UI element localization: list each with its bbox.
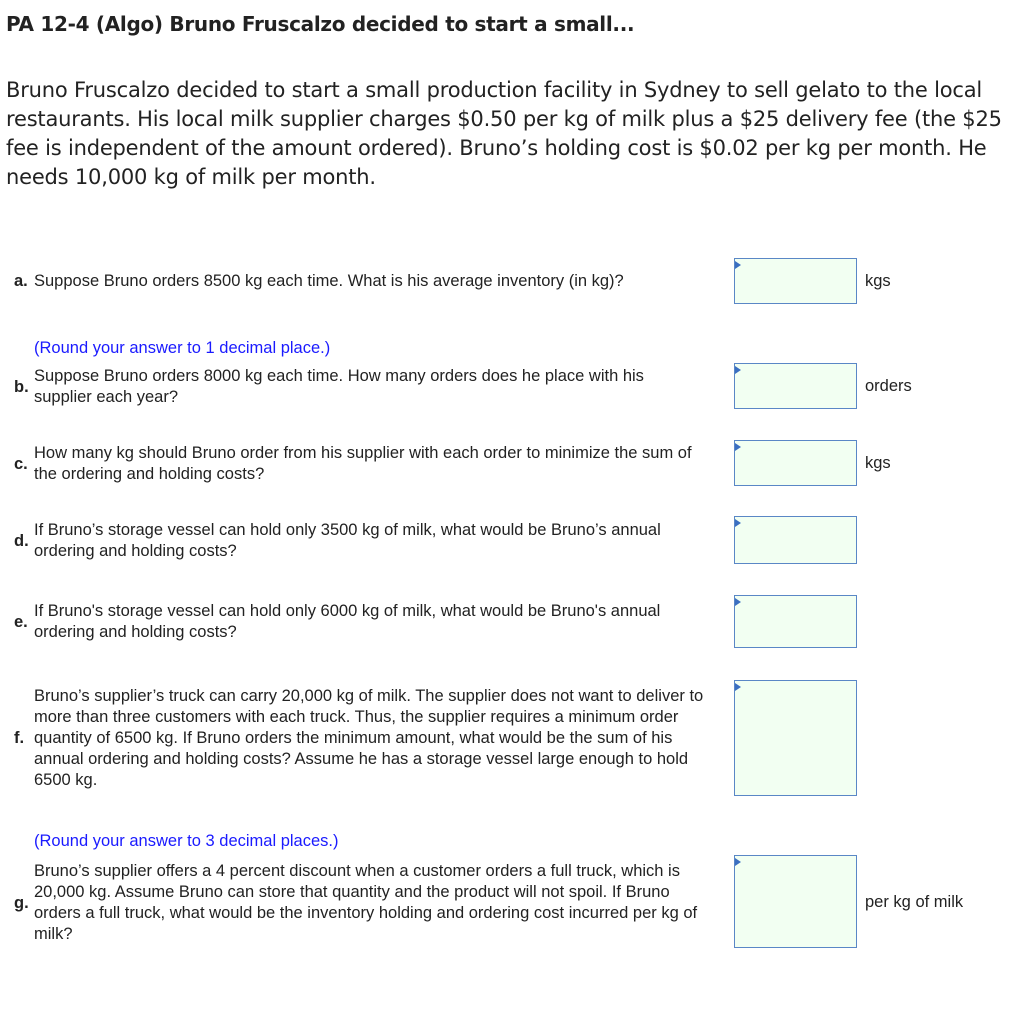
- question-label: e.: [14, 612, 28, 631]
- answer-input-d[interactable]: [734, 516, 857, 564]
- question-text: How many kg should Bruno order from his supplier with each order to minimize the sum of the ordering and holding costs?: [34, 444, 692, 483]
- question-text: Bruno’s supplier offers a 4 percent discount when a customer orders a full truck, which is 20,000 kg. Assume Bruno can store that quantity and the product will not spoil. If Bruno orders a full truck, what would be the inventory holding and ordering cost incurred per kg of milk?: [34, 862, 698, 943]
- question-a: [14, 271, 704, 292]
- question-label: a.: [14, 272, 28, 290]
- question-text: Bruno’s supplier’s truck can carry 20,000 kg of milk. The supplier does not want to deliver to more than three customers with each truck. Thus, the supplier requires a minimum order quantity of 6500 kg. If Bruno orders the minimum amount, what would be the sum of his annual ordering and holding costs? Assume he has a storage vessel large enough to hold 6500 kg.: [34, 687, 704, 789]
- question-label: f.: [14, 729, 25, 747]
- rounding-hint: (Round your answer to 3 decimal places.): [34, 832, 339, 850]
- question-g: [14, 861, 704, 945]
- answer-input-c[interactable]: [734, 440, 857, 486]
- answer-input-f[interactable]: [734, 680, 857, 796]
- question-c: [14, 443, 704, 485]
- unit-label: kgs: [865, 272, 891, 290]
- answer-input-e[interactable]: [734, 595, 857, 648]
- problem-intro: Bruno Fruscalzo decided to start a small production facility in Sydney to sell gelato to the local restaurants. His local milk supplier charges $0.50 per kg of milk plus a $25 delivery fee (the $25 fee is independent of the amount ordered). Bruno’s holding cost is $0.02 per kg per month. He needs 10,000 kg of milk per month.: [6, 78, 1002, 189]
- rounding-hint: (Round your answer to 1 decimal place.): [34, 339, 331, 357]
- question-text: If Bruno's storage vessel can hold only 6000 kg of milk, what would be Bruno's annual ordering and holding costs?: [34, 602, 661, 641]
- unit-label: orders: [865, 377, 912, 395]
- answer-input-g[interactable]: [734, 855, 857, 948]
- question-b: [14, 366, 704, 408]
- answer-input-a[interactable]: [734, 258, 857, 304]
- question-e: [14, 601, 704, 643]
- question-text: Suppose Bruno orders 8500 kg each time. What is his average inventory (in kg)?: [34, 272, 624, 290]
- unit-label: per kg of milk: [865, 893, 964, 911]
- question-d: [14, 520, 704, 562]
- unit-label: kgs: [865, 454, 891, 472]
- question-text: If Bruno’s storage vessel can hold only 3500 kg of milk, what would be Bruno’s annual ordering and holding costs?: [34, 521, 661, 560]
- question-label: b.: [14, 377, 29, 396]
- question-label: g.: [14, 893, 29, 912]
- page-title: PA 12-4 (Algo) Bruno Fruscalzo decided to start a small...: [6, 12, 635, 36]
- question-label: d.: [14, 531, 29, 550]
- question-f: [14, 686, 704, 791]
- question-text: Suppose Bruno orders 8000 kg each time. How many orders does he place with his supplier each year?: [34, 367, 644, 406]
- answer-input-b[interactable]: [734, 363, 857, 409]
- question-label: c.: [14, 454, 28, 473]
